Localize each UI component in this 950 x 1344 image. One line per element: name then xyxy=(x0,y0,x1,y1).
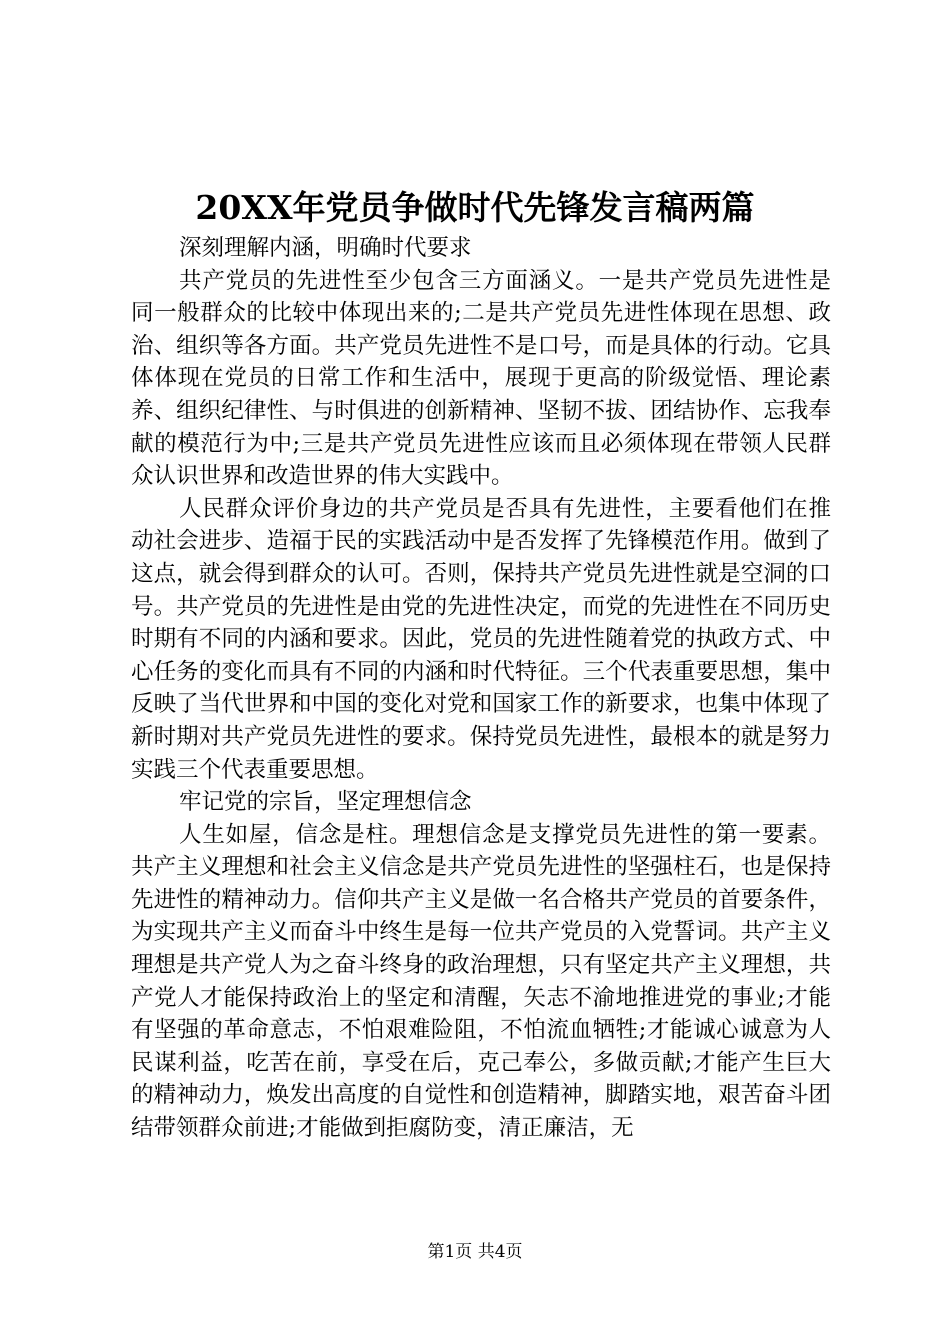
document-body xyxy=(131,232,831,1145)
page-footer: 第1页 共4页 xyxy=(427,1242,523,1262)
paragraph: 人民群众评价身边的共产党员是否具有先进性，主要看他们在推动社会进步、造福于民的实践活动中是否发挥了先锋模范作用。做到了这点，就会得到群众的认可。否则，保持共产党员先进性就是空洞的口号。共产党员的先进性是由党的先进性决定，而党的先进性在不同历史时期有不同的内涵和要求。因此，党员的先进性随着党的执政方式、中心任务的变化而具有不同的内涵和时代特征。三个代表重要思想，集中反映了当代世界和中国的变化对党和国家工作的新要求，也集中体现了新时期对共产党员先进性的要求。保持党员先进性，最根本的就是努力实践三个代表重要思想。 xyxy=(131,495,831,783)
paragraph: 共产党员的先进性至少包含三方面涵义。一是共产党员先进性是同一般群众的比较中体现出来的;二是共产党员先进性体现在思想、政治、组织等各方面。共产党员先进性不是口号，而是具体的行动。它具体体现在党员的日常工作和生活中，展现于更高的阶级觉悟、理论素养、组织纪律性、与时俱进的创新精神、坚韧不拔、团结协作、忘我奉献的模范行为中;三是共产党员先进性应该而且必须体现在带领人民群众认识世界和改造世界的伟大实践中。 xyxy=(131,267,831,490)
section-heading: 深刻理解内涵，明确时代要求 xyxy=(179,235,472,261)
paragraph: 人生如屋，信念是柱。理想信念是支撑党员先进性的第一要素。共产主义理想和社会主义信念是共产党员先进性的坚强柱石，也是保持先进性的精神动力。信仰共产主义是做一名合格共产党员的首要条件，为实现共产主义而奋斗中终生是每一位共产党员的入党誓词。共产主义理想是共产党人为之奋斗终身的政治理想，只有坚定共产主义理想，共产党人才能保持政治上的坚定和清醒，矢志不渝地推进党的事业;才能有坚强的革命意志，不怕艰难险阻，不怕流血牺牲;才能诚心诚意为人民谋利益，吃苦在前，享受在后，克己奉公，多做贡献;才能产生巨大的精神动力，焕发出高度的自觉性和创造精神，脚踏实地，艰苦奋斗团结带领群众前进;才能做到拒腐防变，清正廉洁，无 xyxy=(131,821,831,1142)
section-heading: 牢记党的宗旨，坚定理想信念 xyxy=(179,789,472,816)
document-title: 20XX年党员争做时代先锋发言稿两篇 xyxy=(195,188,755,227)
